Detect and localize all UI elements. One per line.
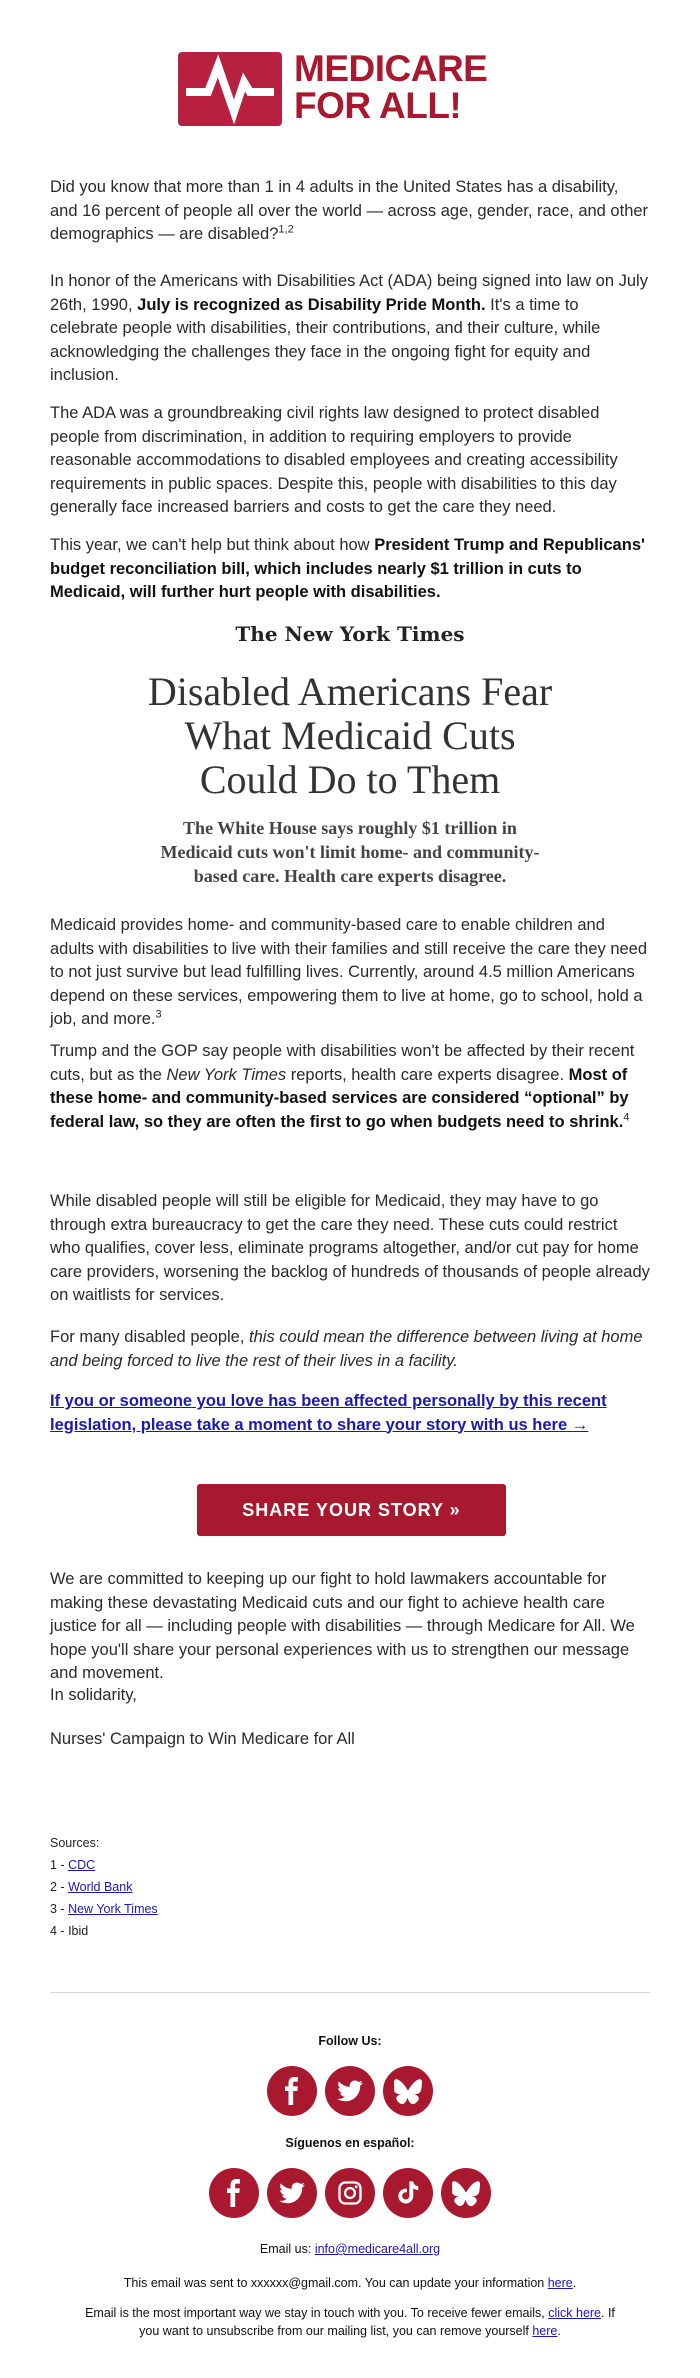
source-link-cdc[interactable]: CDC (68, 1858, 96, 1872)
bureaucracy-paragraph: While disabled people will still be eligible for Medicaid, they may have to go through extra bureaucracy to get the care they need. These cuts could restrict who qualifies, cover less, eliminate programs altogether, and/or cut pay for home care providers, worsening the backlog of hundreds of thousands of people already on waitlists for services. (50, 1192, 650, 1304)
unsubscribe-link[interactable]: here (532, 2324, 558, 2338)
budget-bill-paragraph: This year, we can't help but think about how President Trump and Republicans' budget reconciliation bill, which includes nearly $1 trillion in cuts to Medicaid, will further hurt people with disabilities. (50, 536, 645, 601)
update-info-link[interactable]: here (547, 2276, 573, 2290)
commitment-paragraph: We are committed to keeping up our fight to hold lawmakers accountable for making these devastating Medicaid cuts and our fight to achieve health care justice for all — including people with disabilities — through Medicare for All. We hope you'll share your personal experiences with us to strengthen our message and movement. (50, 1570, 635, 1682)
medicare-for-all-logo[interactable] (178, 48, 528, 126)
source-item: 1 - CDC (50, 1858, 96, 1872)
sources-list (50, 1832, 650, 1942)
share-your-story-button[interactable]: SHARE YOUR STORY » (197, 1484, 506, 1536)
social-icons-spanish (0, 2168, 700, 2218)
logo-wordmark: MEDICARE FOR ALL! (294, 48, 488, 126)
unsubscribe-notice: Email is the most important way we stay in touch with you. To receive fewer emails, click here. If you want to unsubscribe from our mailing list, you can remove yourself here. (85, 2306, 615, 2338)
source-link-world-bank[interactable]: World Bank (68, 1880, 133, 1894)
nyt-subhead: The White House says roughly $1 trillion in Medicaid cuts won't limit home- and community-based care. Health care experts disagree. (160, 818, 540, 886)
nyt-article-image[interactable] (140, 622, 560, 888)
footer-divider (50, 1992, 650, 1993)
source-item: 4 - Ibid (50, 1924, 89, 1938)
facebook-icon[interactable] (209, 2168, 259, 2218)
sources-title: Sources: (50, 1836, 100, 1850)
ada-paragraph: In honor of the Americans with Disabilities Act (ADA) being signed into law on July 26th, 1990, July is recognized as Disability Pride Month. It's a time to celebrate people with disabilities, their contributions, and their culture, while acknowledging the challenges they face in the ongoing fight for equity and inclusion. (50, 272, 648, 384)
facility-paragraph: For many disabled people, this could mean the difference between living at home and being forced to live the rest of their lives in a facility. (50, 1328, 643, 1370)
source-item: 2 - World Bank (50, 1880, 133, 1894)
signature: Nurses' Campaign to Win Medicare for All (50, 1730, 355, 1748)
sent-to-notice: This email was sent to xxxxxx@gmail.com. You can update your information here. (123, 2276, 577, 2290)
bluesky-icon[interactable] (441, 2168, 491, 2218)
source-link-nyt[interactable]: New York Times (68, 1902, 158, 1916)
intro-paragraph: Did you know that more than 1 in 4 adults in the United States has a disability, and 16 percent of people all over the world — across age, gender, race, and other demographics — are disabled?$^{1,2}$ (50, 178, 649, 243)
closing-text: In solidarity, (50, 1686, 137, 1704)
social-icons-english (0, 2066, 700, 2116)
contact-email-link[interactable]: info@medicare4all.org (314, 2242, 441, 2256)
spanish-follow-label: Síguenos en español: (285, 2136, 415, 2150)
share-story-link[interactable]: If you or someone you love has been affected personally by this recent legislation, please take a moment to share your story with us here → (50, 1392, 607, 1434)
source-item: 3 - New York Times (50, 1902, 158, 1916)
tiktok-icon[interactable] (383, 2168, 433, 2218)
nyt-masthead: The New York Times (235, 622, 465, 646)
facebook-icon[interactable] (267, 2066, 317, 2116)
instagram-icon[interactable] (325, 2168, 375, 2218)
follow-us-label: Follow Us: (318, 2034, 382, 2048)
source-ibid: Ibid (68, 1924, 89, 1938)
bluesky-icon[interactable] (383, 2066, 433, 2116)
medicaid-paragraph: Medicaid provides home- and community-based care to enable children and adults with disabilities to live with their families and still receive the care they need to not just survive but lead fulfilling lives. Currently, around 4.5 million Americans depend on these services, empowering them to live at home, go to school, hold a job, and more.$^3$ (50, 916, 648, 1028)
nyt-headline: Disabled Americans Fear What Medicaid Cuts Could Do to Them (147, 669, 553, 802)
gop-paragraph: Trump and the GOP say people with disabilities won't be affected by their recent cuts, but as the New York Times reports, health care experts disagree. Most of these home- and community-based services are considered “optional” by federal law, so they are often the first to go when budgets need to shrink.$^4$ (50, 1042, 635, 1131)
email-us-line: Email us: info@medicare4all.org (259, 2242, 441, 2256)
twitter-icon[interactable] (325, 2066, 375, 2116)
fewer-emails-link[interactable]: click here (548, 2306, 602, 2320)
pulse-icon (178, 52, 282, 126)
ada-history-paragraph: The ADA was a groundbreaking civil rights law designed to protect disabled people from discrimination, in addition to requiring employers to provide reasonable accommodations to disabled employees and creating accessibility requirements in public spaces. Despite this, people with disabilities to this day generally face increased barriers and costs to get the care they need. (50, 404, 618, 516)
twitter-icon[interactable] (267, 2168, 317, 2218)
